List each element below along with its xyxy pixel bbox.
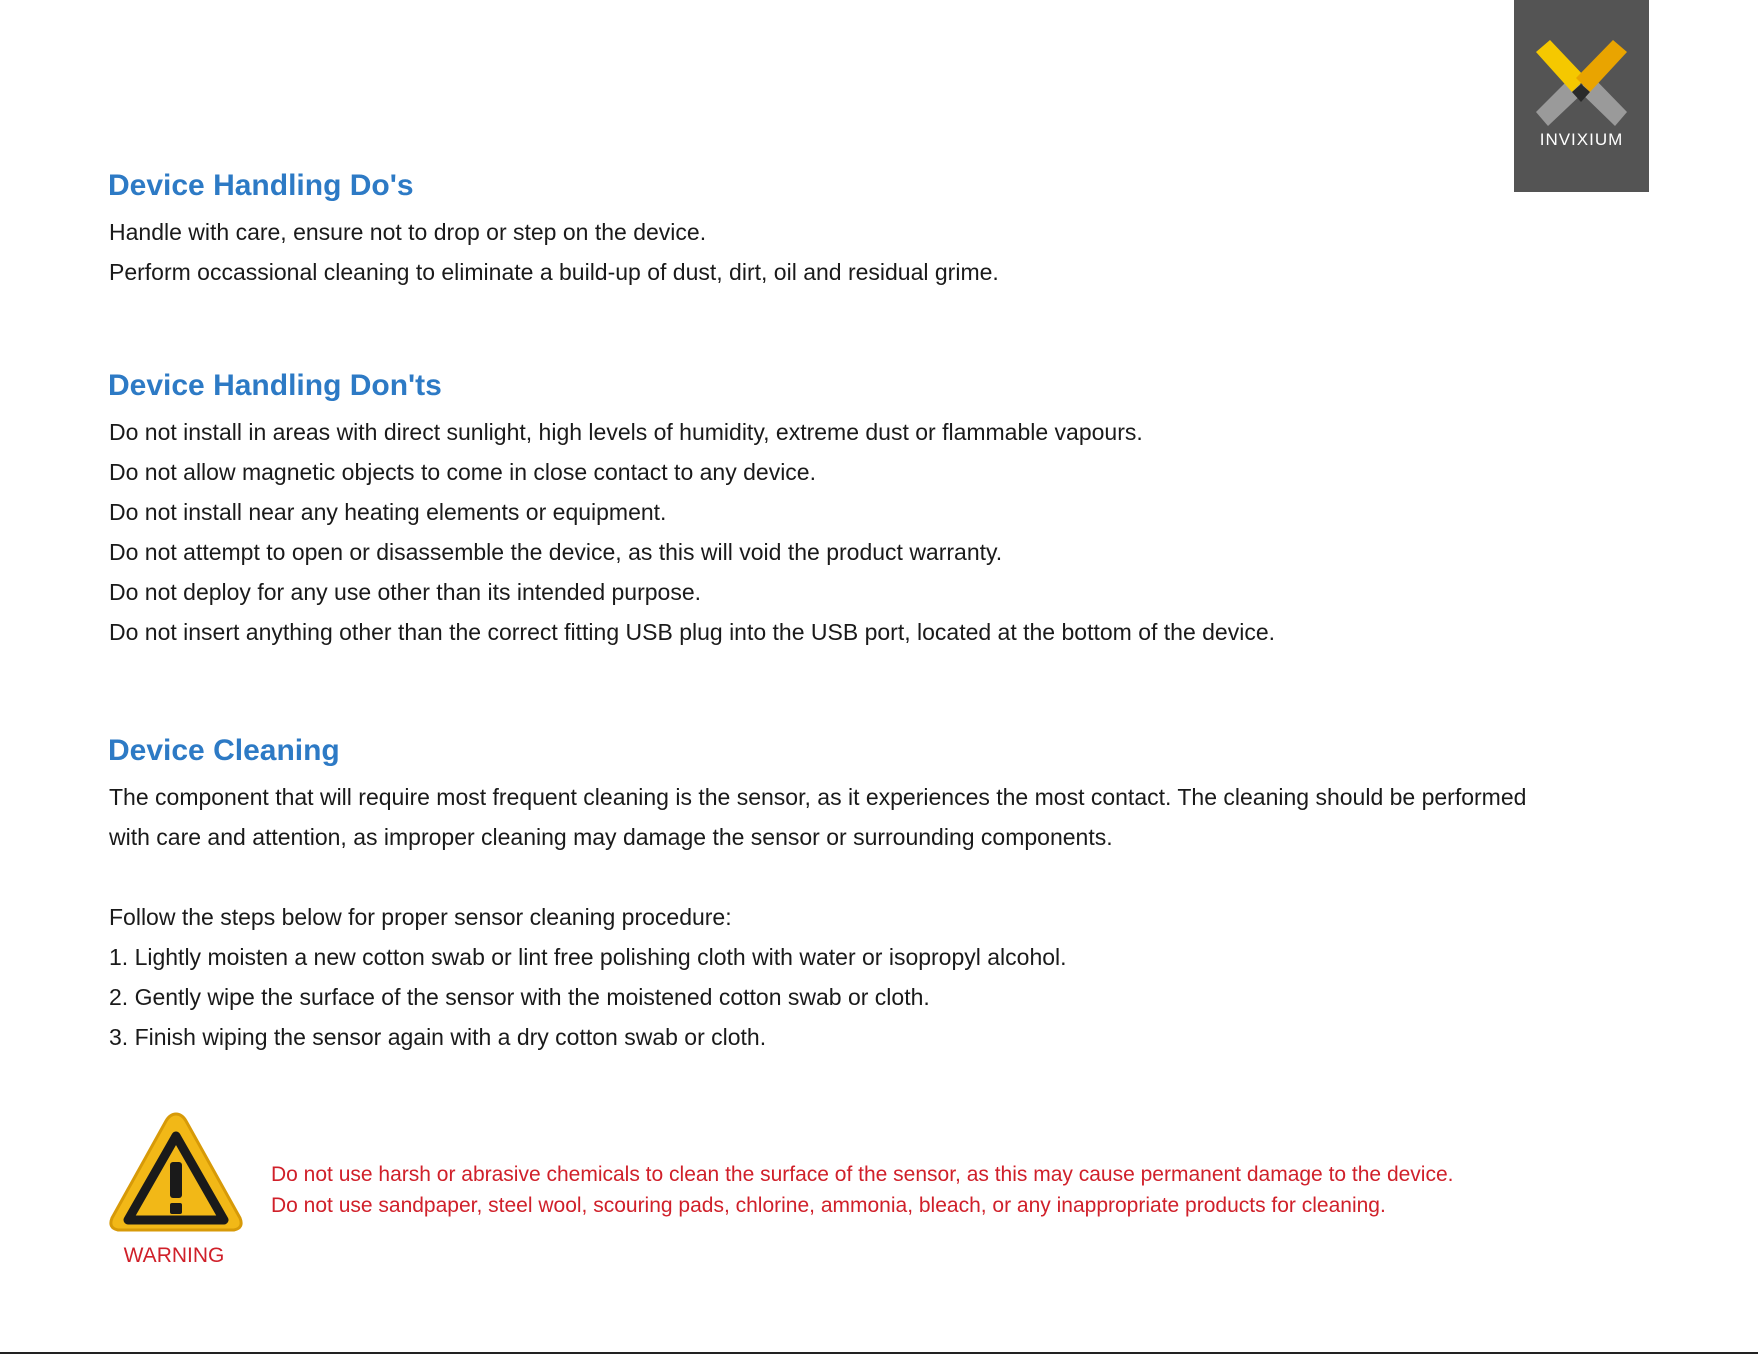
cleaning-intro [109,777,1526,857]
warning-line: Do not use harsh or abrasive chemicals to clean the surface of the sensor, as this may cause permanent damage to the device. [271,1163,1454,1186]
list-item: Do not install in areas with direct sunlight, high levels of humidity, extreme dust or flammable vapours. [109,419,1143,445]
cleaning-intro-line: with care and attention, as improper cleaning may damage the sensor or surrounding components. [109,824,1113,850]
cleaning-step: 1. Lightly moisten a new cotton swab or lint free polishing cloth with water or isopropyl alcohol. [109,944,1067,970]
logo-wordmark: INVIXIUM [1539,130,1624,149]
dos-section-title: Device Handling Do's [108,169,414,202]
cleaning-intro-line: The component that will require most frequent cleaning is the sensor, as it experiences the most contact. The cleaning should be performed [109,784,1527,810]
cleaning-step: 2. Gently wipe the surface of the sensor with the moistened cotton swab or cloth. [109,984,930,1010]
list-item: Perform occassional cleaning to eliminate a build-up of dust, dirt, oil and residual grime. [109,259,999,285]
cleaning-steps [109,897,1067,1057]
page-bottom-rule [0,1352,1758,1354]
dos-list [109,212,999,292]
warning-text [271,1159,1453,1221]
cleaning-section-title: Device Cleaning [108,734,340,767]
list-item: Do not allow magnetic objects to come in close contact to any device. [109,459,816,485]
warning-triangle-icon [106,1110,246,1236]
list-item: Do not attempt to open or disassemble the device, as this will void the product warranty. [109,539,1003,565]
invixium-logo [1514,0,1649,192]
warning-label: WARNING [123,1244,225,1267]
cleaning-steps-heading: Follow the steps below for proper sensor cleaning procedure: [109,904,732,930]
list-item: Do not install near any heating elements or equipment. [109,499,667,525]
invixium-x-mark-icon [1528,38,1635,126]
cleaning-step: 3. Finish wiping the sensor again with a dry cotton swab or cloth. [109,1024,767,1050]
warning-line: Do not use sandpaper, steel wool, scouring pads, chlorine, ammonia, bleach, or any inappropriate products for cleaning. [271,1194,1386,1217]
list-item: Do not insert anything other than the correct fitting USB plug into the USB port, located at the bottom of the device. [109,619,1276,645]
donts-list [109,412,1275,652]
donts-section-title: Device Handling Don'ts [108,369,442,402]
list-item: Do not deploy for any use other than its intended purpose. [109,579,702,605]
list-item: Handle with care, ensure not to drop or step on the device. [109,219,707,245]
